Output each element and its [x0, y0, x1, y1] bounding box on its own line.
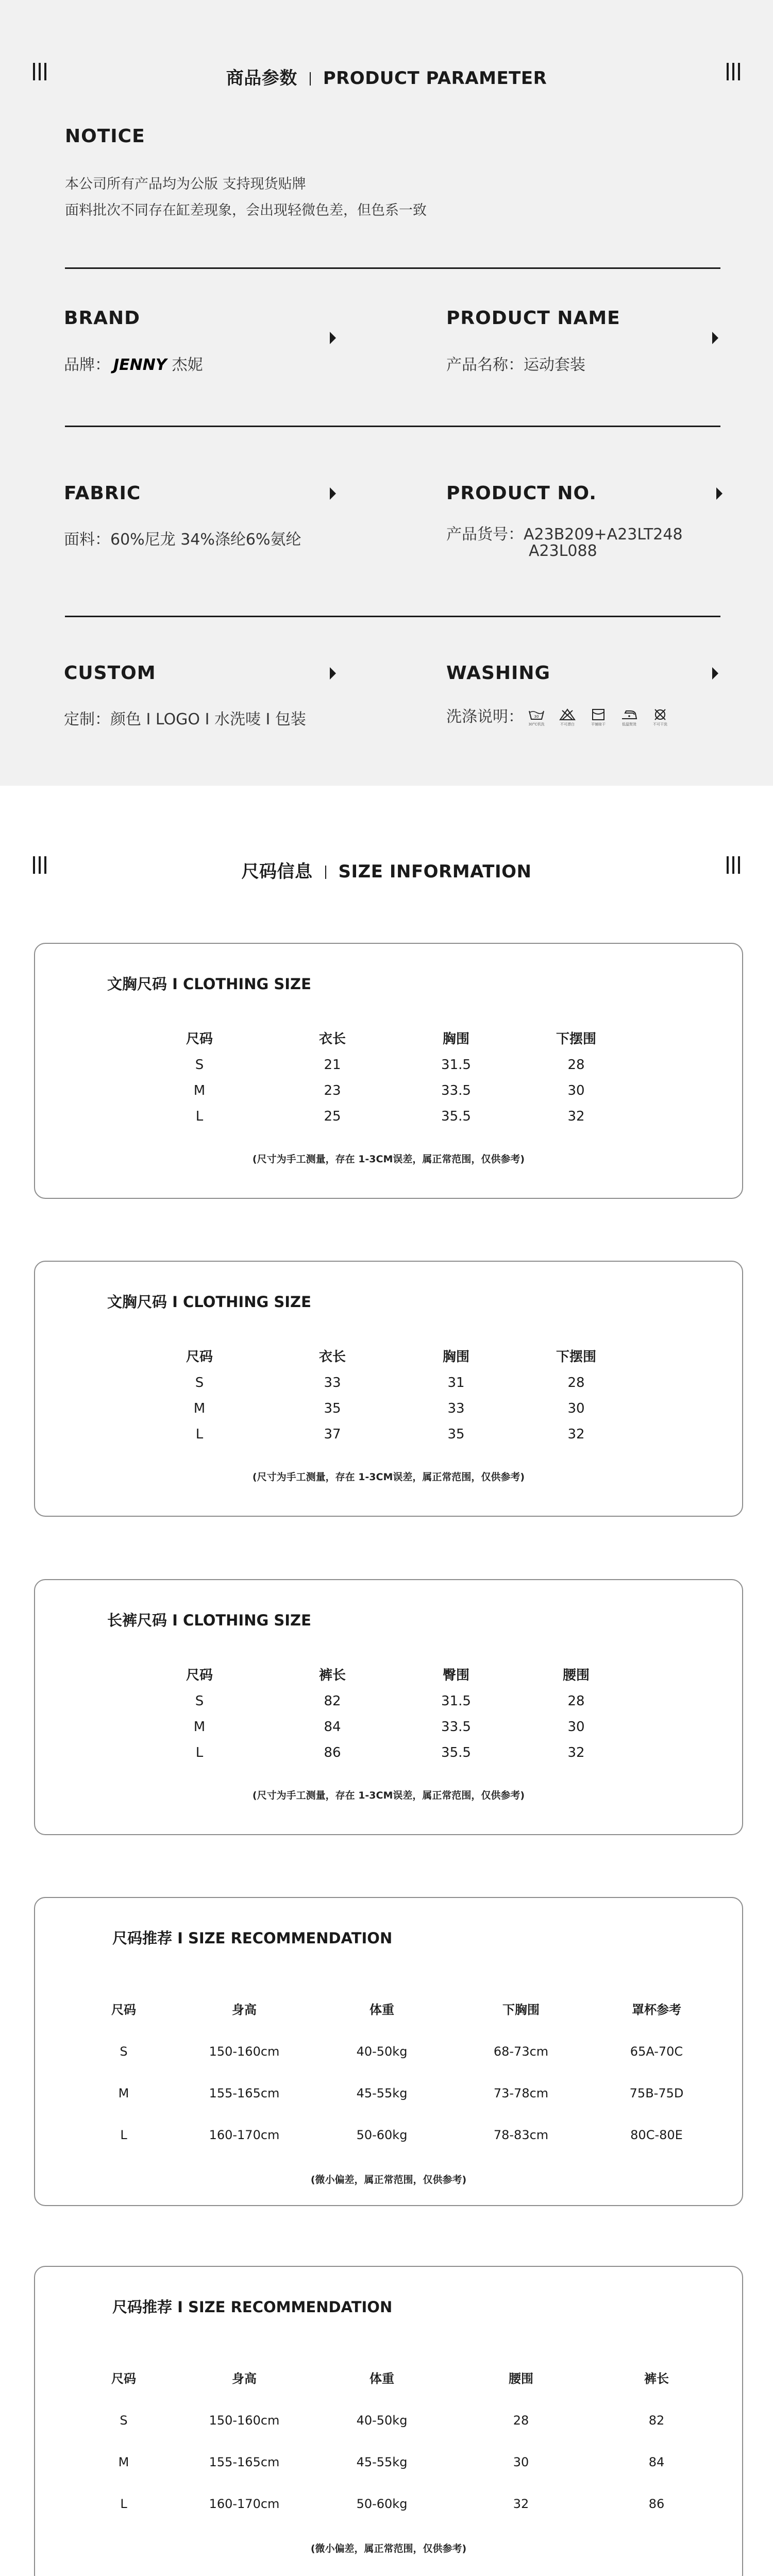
parameter-title	[0, 64, 773, 89]
column-header: 胸围	[442, 1031, 469, 1047]
table-cell: 35.5	[441, 1745, 471, 1760]
table-cell: L	[195, 1109, 204, 1124]
table-cell: 50-60kg	[356, 2497, 408, 2511]
table-cell: 23	[324, 1083, 341, 1098]
column-header: 衣长	[318, 1031, 346, 1047]
size-table-card	[34, 943, 743, 1199]
table-cell: 73-78cm	[493, 2086, 549, 2100]
table-cell: 50-60kg	[356, 2128, 408, 2142]
table-cell: L	[120, 2128, 127, 2142]
product-name-group	[446, 308, 735, 374]
table-cell: 84	[648, 2455, 665, 2469]
product-no-group	[446, 483, 735, 560]
size-table-card	[34, 1579, 743, 1835]
size-table-column	[405, 1026, 508, 1129]
column-header: 衣长	[318, 1349, 346, 1365]
caret-right-icon	[712, 667, 718, 680]
table-cell: 40-50kg	[356, 2413, 408, 2428]
size-table-column	[193, 2358, 296, 2525]
no-bleach-caption: 不可漂白	[560, 722, 575, 726]
washing-icons	[528, 708, 669, 727]
table-cell: 35	[324, 1401, 341, 1416]
table-cell: L	[195, 1427, 204, 1442]
svg-text:30: 30	[534, 714, 539, 719]
table-cell: 30	[567, 1719, 585, 1735]
table-cell: 30	[567, 1083, 585, 1098]
tumble-dry-icon	[590, 708, 607, 727]
size-table-column	[281, 1663, 384, 1766]
table-cell: 35.5	[441, 1109, 471, 1124]
size-table-column	[281, 1026, 384, 1129]
column-header: 身高	[232, 2371, 257, 2386]
table-cell: 86	[648, 2497, 665, 2511]
table-cell: 33	[324, 1375, 341, 1391]
bars-icon	[727, 63, 740, 80]
column-header: 尺码	[111, 2371, 136, 2386]
notice-line-1: 本公司所有产品均为公版 支持现货贴牌	[65, 176, 306, 192]
table-cell: 37	[324, 1427, 341, 1442]
size-table-column	[525, 1663, 628, 1766]
table-cell: S	[120, 2044, 128, 2059]
size-table-title: 尺码推荐 I SIZE RECOMMENDATION	[112, 2298, 393, 2316]
table-cell: M	[193, 1719, 206, 1735]
caret-right-icon	[716, 487, 722, 500]
size-table-column	[405, 1344, 508, 1447]
size-table-title: 长裤尺码 I CLOTHING SIZE	[107, 1612, 311, 1629]
size-table-column	[605, 2358, 708, 2525]
column-header: 体重	[369, 2003, 394, 2017]
size-table-column	[72, 2358, 175, 2525]
notice-line-2: 面料批次不同存在缸差现象，会出现轻微色差，但色系一致	[65, 202, 427, 218]
custom-group	[64, 663, 352, 728]
table-cell: 84	[324, 1719, 341, 1735]
tumble-dry-caption: 平铺晾干	[591, 722, 606, 726]
custom-text: 颜色 I LOGO I 水洗唛 I 包装	[110, 710, 306, 728]
column-header: 尺码	[186, 1668, 213, 1683]
column-header: 胸围	[442, 1349, 469, 1365]
table-cell: 28	[513, 2413, 529, 2428]
brand-title: BRAND	[64, 308, 141, 329]
table-cell: 45-55kg	[356, 2086, 408, 2100]
divider	[65, 267, 720, 269]
table-cell: 35	[447, 1427, 465, 1442]
column-header: 体重	[369, 2371, 394, 2386]
table-cell: 28	[567, 1057, 585, 1073]
table-cell: 160-170cm	[209, 2497, 280, 2511]
column-header: 裤长	[318, 1668, 346, 1683]
size-table-column	[148, 1344, 251, 1447]
bars-icon	[727, 856, 740, 874]
table-cell: 31.5	[441, 1693, 471, 1709]
title-divider	[325, 866, 326, 879]
size-table-note: (尺寸为手工测量，存在 1-3CM误差，属正常范围，仅供参考)	[252, 1790, 525, 1801]
table-cell: 40-50kg	[356, 2044, 408, 2059]
size-table-column	[525, 1344, 628, 1447]
no-bleach-icon	[559, 708, 576, 727]
table-cell: 78-83cm	[493, 2128, 549, 2142]
column-header: 腰围	[562, 1668, 590, 1683]
parameter-title-en: PRODUCT PARAMETER	[323, 68, 547, 89]
table-cell: M	[193, 1401, 206, 1416]
size-recommendation-card	[34, 2266, 743, 2576]
fabric-value	[64, 527, 301, 549]
table-cell: 45-55kg	[356, 2455, 408, 2469]
size-table-column	[330, 1989, 433, 2156]
column-header: 尺码	[186, 1349, 213, 1365]
column-header: 下胸围	[502, 2003, 540, 2017]
fabric-label: 面料：	[64, 531, 110, 549]
table-cell: 75B-75D	[629, 2086, 684, 2100]
table-cell: S	[195, 1375, 204, 1391]
custom-label: 定制：	[64, 710, 110, 728]
product-no-text-2: A23L088	[529, 542, 597, 560]
table-cell: 30	[513, 2455, 529, 2469]
table-cell: 25	[324, 1109, 341, 1124]
table-cell: 150-160cm	[209, 2044, 280, 2059]
table-cell: S	[120, 2413, 128, 2428]
hand-wash-caption: 30°C机洗	[528, 722, 545, 726]
table-cell: M	[118, 2086, 129, 2100]
size-table-column	[605, 1989, 708, 2156]
size-recommendation-card	[34, 1897, 743, 2206]
table-cell: S	[195, 1693, 204, 1709]
parameter-section	[0, 0, 773, 786]
product-name-text: 运动套装	[524, 356, 585, 374]
product-name-label: 产品名称：	[446, 356, 524, 374]
table-cell: 33.5	[441, 1719, 471, 1735]
size-table-card	[34, 1261, 743, 1517]
size-table-column	[193, 1989, 296, 2156]
table-cell: 155-165cm	[209, 2086, 280, 2100]
fabric-text: 60%尼龙 34%涤纶6%氨纶	[110, 531, 301, 549]
table-cell: 31	[447, 1375, 465, 1391]
divider	[65, 616, 720, 617]
table-cell: 31.5	[441, 1057, 471, 1073]
product-no-title: PRODUCT NO.	[446, 483, 597, 504]
size-title	[0, 857, 773, 883]
caret-right-icon	[330, 332, 336, 344]
size-table-column	[148, 1663, 251, 1766]
column-header: 尺码	[186, 1031, 213, 1047]
table-cell: 86	[324, 1745, 341, 1760]
custom-title: CUSTOM	[64, 663, 156, 684]
size-table-title: 尺码推荐 I SIZE RECOMMENDATION	[112, 1929, 393, 1947]
size-table-column	[72, 1989, 175, 2156]
table-cell: 32	[567, 1427, 585, 1442]
product-no-label: 产品货号：	[446, 526, 524, 544]
table-cell: 21	[324, 1057, 341, 1073]
product-no-text: A23B209+A23LT248	[524, 526, 683, 544]
custom-value	[64, 706, 306, 729]
table-cell: S	[195, 1057, 204, 1073]
iron-low-icon	[620, 708, 638, 727]
caret-right-icon	[330, 667, 336, 680]
table-cell: 28	[567, 1375, 585, 1391]
fabric-group	[64, 483, 352, 549]
brand-label: 品牌：	[64, 356, 110, 374]
size-table-column	[330, 2358, 433, 2525]
size-title-cn: 尺码信息	[241, 861, 313, 882]
column-header: 下摆围	[556, 1349, 596, 1365]
table-cell: 33.5	[441, 1083, 471, 1098]
brand-value	[64, 352, 203, 375]
column-header: 罩杯参考	[632, 2003, 681, 2017]
table-cell: M	[193, 1083, 206, 1098]
size-table-title: 文胸尺码 I CLOTHING SIZE	[107, 975, 311, 993]
table-cell: L	[195, 1745, 204, 1760]
column-header: 裤长	[644, 2371, 669, 2386]
table-cell: 28	[567, 1693, 585, 1709]
parameter-title-cn: 商品参数	[226, 68, 297, 89]
column-header: 下摆围	[556, 1031, 596, 1047]
table-cell: 155-165cm	[209, 2455, 280, 2469]
size-table-column	[405, 1663, 508, 1766]
no-dryclean-icon	[651, 708, 669, 727]
divider	[65, 426, 720, 427]
washing-group	[446, 663, 735, 726]
washing-title: WASHING	[446, 663, 551, 684]
size-table-column	[148, 1026, 251, 1129]
size-table-column	[469, 1989, 573, 2156]
column-header: 尺码	[111, 2003, 136, 2017]
size-header	[0, 850, 773, 881]
product-no-value	[446, 527, 683, 560]
table-cell: L	[120, 2497, 127, 2511]
table-cell: 80C-80E	[630, 2128, 683, 2142]
product-name-title: PRODUCT NAME	[446, 308, 620, 329]
size-table-note: (微小偏差，属正常范围，仅供参考)	[310, 2174, 467, 2185]
size-table-note: (微小偏差，属正常范围，仅供参考)	[310, 2543, 467, 2554]
washing-value	[446, 704, 669, 727]
column-header: 腰围	[509, 2371, 533, 2386]
table-cell: 32	[567, 1109, 585, 1124]
size-table-note: (尺寸为手工测量，存在 1-3CM误差，属正常范围，仅供参考)	[252, 1471, 525, 1483]
table-cell: 82	[648, 2413, 665, 2428]
table-cell: M	[118, 2455, 129, 2469]
table-cell: 82	[324, 1693, 341, 1709]
table-cell: 150-160cm	[209, 2413, 280, 2428]
no-dryclean-caption: 不可干洗	[653, 722, 667, 726]
size-table-note: (尺寸为手工测量，存在 1-3CM误差，属正常范围，仅供参考)	[252, 1154, 525, 1165]
title-divider	[310, 72, 311, 86]
column-header: 臀围	[442, 1668, 469, 1683]
column-header: 身高	[232, 2003, 257, 2017]
size-table-title: 文胸尺码 I CLOTHING SIZE	[107, 1293, 311, 1311]
caret-right-icon	[712, 332, 718, 344]
washing-label: 洗涤说明：	[446, 708, 524, 726]
size-table-column	[469, 2358, 573, 2525]
brand-logo: JENNY	[113, 356, 167, 374]
notice-title: NOTICE	[65, 126, 145, 147]
table-cell: 65A-70C	[630, 2044, 683, 2059]
table-cell: 32	[513, 2497, 529, 2511]
size-table-column	[281, 1344, 384, 1447]
size-table-column	[525, 1026, 628, 1129]
brand-group	[64, 308, 352, 374]
table-cell: 68-73cm	[493, 2044, 549, 2059]
table-cell: 30	[567, 1401, 585, 1416]
table-cell: 160-170cm	[209, 2128, 280, 2142]
parameter-header	[0, 57, 773, 88]
size-title-en: SIZE INFORMATION	[338, 861, 532, 882]
caret-right-icon	[330, 487, 336, 500]
hand-wash-icon	[528, 708, 545, 727]
brand-name: 杰妮	[172, 356, 203, 374]
table-cell: 33	[447, 1401, 465, 1416]
product-name-value	[446, 352, 585, 375]
table-cell: 32	[567, 1745, 585, 1760]
iron-low-caption: 低温熨烫	[622, 722, 636, 726]
fabric-title: FABRIC	[64, 483, 141, 504]
